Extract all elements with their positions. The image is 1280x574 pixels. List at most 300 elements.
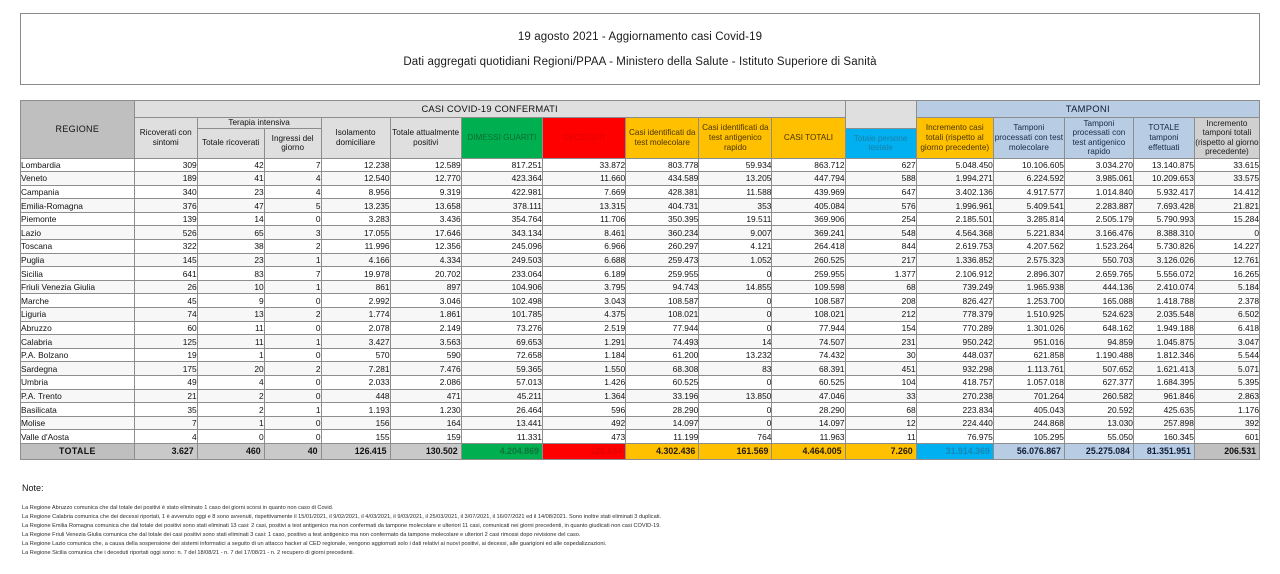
row-cell-13: 3.034.270 [1064,158,1133,172]
totals-ricoverati-sintomi: 3.627 [134,443,197,459]
row-cell-6: 4.375 [542,308,625,322]
row-region-name: Emilia-Romagna [21,199,135,213]
row-cell-3: 155 [321,430,390,444]
row-cell-2: 2 [264,362,321,376]
row-cell-11: 270.238 [916,389,993,403]
table-row [21,430,1260,444]
row-cell-13: 3.985.061 [1064,172,1133,186]
row-cell-9: 447.794 [772,172,845,186]
row-cell-14: 2.035.548 [1133,308,1194,322]
row-cell-0: 145 [134,253,197,267]
row-cell-12: 951.016 [993,335,1064,349]
row-cell-10: 844 [845,240,916,254]
row-cell-10: 212 [845,308,916,322]
row-cell-11: 4.564.368 [916,226,993,240]
header-ingressi-giorno: Ingressi del giorno [264,128,321,158]
row-cell-14: 257.898 [1133,416,1194,430]
row-cell-11: 418.757 [916,376,993,390]
row-cell-8: 59.934 [699,158,772,172]
row-cell-15: 14.412 [1194,185,1259,199]
row-cell-11: 448.037 [916,348,993,362]
row-cell-12: 2.896.307 [993,267,1064,281]
row-cell-7: 28.290 [626,403,699,417]
row-cell-10: 231 [845,335,916,349]
totals-label: TOTALE [21,443,135,459]
header-totale-ricoverati: Totale ricoverati [197,128,264,158]
row-cell-5: 69.653 [461,335,542,349]
row-region-name: Toscana [21,240,135,254]
row-cell-3: 570 [321,348,390,362]
row-cell-8: 0 [699,308,772,322]
row-cell-15: 5.071 [1194,362,1259,376]
row-cell-9: 108.021 [772,308,845,322]
row-cell-11: 2.185.501 [916,212,993,226]
row-cell-2: 3 [264,226,321,240]
totals-attualmente-positivi: 130.502 [390,443,461,459]
row-cell-7: 360.234 [626,226,699,240]
row-cell-12: 1.113.761 [993,362,1064,376]
row-cell-9: 11.963 [772,430,845,444]
table-row [21,335,1260,349]
row-cell-6: 1.426 [542,376,625,390]
row-cell-11: 76.975 [916,430,993,444]
row-cell-13: 524.623 [1064,308,1133,322]
row-cell-10: 154 [845,321,916,335]
row-cell-5: 104.906 [461,280,542,294]
note-line: La Regione Emilia Romagna comunica che dal totale dei positivi sono stati eliminati 13 casi: 2 casi, positivi a test antigenico ma non confermati da tampone molecolare e ulteriori 11 casi, comunicati nei giorni precedenti, in quanto giudicati non casi COVID-19. [22,523,661,530]
row-cell-7: 77.944 [626,321,699,335]
row-cell-6: 6.189 [542,267,625,281]
row-cell-3: 2.033 [321,376,390,390]
row-cell-8: 0 [699,416,772,430]
row-cell-7: 259.955 [626,267,699,281]
row-cell-7: 108.021 [626,308,699,322]
totals-totale-tamponi: 81.351.951 [1133,443,1194,459]
table-row [21,376,1260,390]
row-cell-12: 5.409.541 [993,199,1064,213]
row-cell-3: 3.283 [321,212,390,226]
row-cell-10: 627 [845,158,916,172]
row-cell-8: 19.511 [699,212,772,226]
row-cell-0: 74 [134,308,197,322]
row-cell-0: 21 [134,389,197,403]
row-cell-13: 55.050 [1064,430,1133,444]
row-cell-4: 2.086 [390,376,461,390]
header-casi-test-molecolare: Casi identificati da test molecolare [626,118,699,159]
row-cell-1: 0 [197,430,264,444]
row-cell-1: 41 [197,172,264,186]
row-cell-15: 14.227 [1194,240,1259,254]
row-cell-6: 7.669 [542,185,625,199]
row-cell-1: 2 [197,403,264,417]
row-cell-1: 47 [197,199,264,213]
row-cell-9: 369.906 [772,212,845,226]
totals-isolamento-domiciliare: 126.415 [321,443,390,459]
row-cell-5: 343.134 [461,226,542,240]
row-cell-15: 33.615 [1194,158,1259,172]
row-cell-4: 12.770 [390,172,461,186]
row-cell-7: 14.097 [626,416,699,430]
row-cell-7: 68.308 [626,362,699,376]
row-cell-15: 6.502 [1194,308,1259,322]
row-cell-10: 576 [845,199,916,213]
row-cell-3: 3.427 [321,335,390,349]
row-cell-10: 33 [845,389,916,403]
row-cell-15: 1.176 [1194,403,1259,417]
row-cell-5: 101.785 [461,308,542,322]
note-line: La Regione Abruzzo comunica che dal totale dei positivi è stato eliminato 1 caso dei giorni scorsi in quanto non caso di Covid. [22,505,334,511]
totals-ingressi-giorno: 40 [264,443,321,459]
row-cell-2: 0 [264,376,321,390]
row-cell-14: 160.345 [1133,430,1194,444]
header-incremento-casi-totali: Incremento casi totali (rispetto al giorno precedente) [916,118,993,159]
table-row [21,226,1260,240]
totals-deceduti: 128.634 [542,443,625,459]
row-cell-13: 444.136 [1064,280,1133,294]
row-cell-14: 1.045.875 [1133,335,1194,349]
row-cell-1: 83 [197,267,264,281]
header-group-casi: CASI COVID-19 CONFERMATI [134,101,845,118]
row-cell-11: 223.834 [916,403,993,417]
row-region-name: Sicilia [21,267,135,281]
row-cell-6: 8.461 [542,226,625,240]
row-cell-6: 492 [542,416,625,430]
row-cell-1: 1 [197,416,264,430]
row-cell-14: 1.418.788 [1133,294,1194,308]
report-title-primary: 19 agosto 2021 - Aggiornamento casi Covid-19 [517,30,763,43]
row-cell-14: 961.846 [1133,389,1194,403]
row-cell-13: 2.505.179 [1064,212,1133,226]
table-row [21,158,1260,172]
header-totale-tamponi: TOTALE tamponi effettuati [1133,118,1194,159]
row-cell-2: 0 [264,348,321,362]
table-row [21,267,1260,281]
table-row [21,308,1260,322]
row-cell-6: 6.688 [542,253,625,267]
row-cell-9: 74.432 [772,348,845,362]
row-cell-2: 0 [264,321,321,335]
row-cell-2: 0 [264,430,321,444]
row-cell-13: 3.166.476 [1064,226,1133,240]
note-line: La Regione Calabria comunica che dei decessi riportati, 1 è avvenuto oggi e 8 sono avvenuti, rispettivamente il 15/01/2021, il 9/02/2021, il 4/03/2021, il 9/03/2021, il 25/03/2021, il 3/07/2021, il 16/07/2021 ed il 14/08/2021. Sono inoltre stati eliminati 3 duplicati. [22,514,662,521]
header-tamponi-antigenico: Tamponi processati con test antigenico rapido [1064,118,1133,159]
row-cell-9: 47.046 [772,389,845,403]
row-cell-15: 12.761 [1194,253,1259,267]
row-cell-13: 260.582 [1064,389,1133,403]
row-cell-4: 9.319 [390,185,461,199]
row-cell-12: 1.253.700 [993,294,1064,308]
row-cell-8: 0 [699,376,772,390]
header-row-groups [21,101,1260,118]
row-cell-12: 244.868 [993,416,1064,430]
covid-table-container [20,100,1260,460]
note-line: La Regione Lazio comunica che, a causa della sospensione dei sistemi informatici a seguito di un attacco hacker al CED regionale, vengono aggiornati solo i dati relativi ai nuovi positivi, ai decessi, alle guarigioni ed alle ospedalizzazioni. [22,541,607,548]
row-cell-5: 26.464 [461,403,542,417]
row-cell-5: 249.503 [461,253,542,267]
row-cell-15: 601 [1194,430,1259,444]
row-cell-3: 1.193 [321,403,390,417]
row-cell-12: 1.965.938 [993,280,1064,294]
row-cell-8: 0 [699,321,772,335]
row-cell-14: 13.140.875 [1133,158,1194,172]
row-cell-2: 1 [264,253,321,267]
row-cell-9: 264.418 [772,240,845,254]
row-region-name: Basilicata [21,403,135,417]
row-cell-7: 404.731 [626,199,699,213]
row-cell-0: 322 [134,240,197,254]
row-cell-3: 2.992 [321,294,390,308]
row-cell-8: 13.232 [699,348,772,362]
row-cell-8: 11.588 [699,185,772,199]
row-cell-14: 425.635 [1133,403,1194,417]
row-region-name: Campania [21,185,135,199]
row-cell-0: 60 [134,321,197,335]
row-cell-10: 30 [845,348,916,362]
row-cell-3: 4.166 [321,253,390,267]
row-cell-11: 1.336.852 [916,253,993,267]
row-cell-8: 0 [699,267,772,281]
table-row [21,389,1260,403]
row-cell-0: 7 [134,416,197,430]
row-cell-2: 7 [264,267,321,281]
row-cell-3: 1.774 [321,308,390,322]
row-cell-10: 548 [845,226,916,240]
row-cell-10: 68 [845,280,916,294]
row-cell-5: 13.441 [461,416,542,430]
row-cell-15: 5.544 [1194,348,1259,362]
row-cell-4: 159 [390,430,461,444]
row-cell-13: 550.703 [1064,253,1133,267]
table-row [21,321,1260,335]
row-cell-5: 422.981 [461,185,542,199]
row-cell-0: 49 [134,376,197,390]
row-cell-11: 950.242 [916,335,993,349]
row-cell-3: 17.055 [321,226,390,240]
row-cell-13: 507.652 [1064,362,1133,376]
row-cell-11: 3.402.136 [916,185,993,199]
row-cell-6: 6.966 [542,240,625,254]
row-cell-0: 526 [134,226,197,240]
table-row [21,416,1260,430]
table-row [21,172,1260,186]
row-cell-10: 12 [845,416,916,430]
row-region-name: Lombardia [21,158,135,172]
row-cell-1: 1 [197,348,264,362]
row-region-name: Umbria [21,376,135,390]
totals-casi-totali: 4.464.005 [772,443,845,459]
row-cell-1: 23 [197,253,264,267]
report-title-secondary: Dati aggregati quotidiani Regioni/PPAA - Ministero della Salute - Istituto Superiore di Sanità [403,55,877,68]
row-cell-5: 59.365 [461,362,542,376]
row-region-name: Liguria [21,308,135,322]
row-cell-10: 647 [845,185,916,199]
row-region-name: Molise [21,416,135,430]
row-cell-10: 1.377 [845,267,916,281]
row-cell-6: 473 [542,430,625,444]
header-deceduti: DECEDUTI [542,118,625,159]
header-region: REGIONE [21,101,135,159]
row-cell-6: 3.043 [542,294,625,308]
header-casi-totali: CASI TOTALI [772,118,845,159]
row-cell-2: 1 [264,335,321,349]
row-cell-11: 739.249 [916,280,993,294]
row-cell-7: 803.778 [626,158,699,172]
row-cell-4: 17.646 [390,226,461,240]
row-cell-2: 7 [264,158,321,172]
row-cell-13: 13.030 [1064,416,1133,430]
row-cell-0: 35 [134,403,197,417]
row-cell-7: 350.395 [626,212,699,226]
row-cell-14: 7.693.428 [1133,199,1194,213]
row-cell-6: 1.364 [542,389,625,403]
totals-casi-molecolare: 4.302.436 [626,443,699,459]
row-cell-15: 15.284 [1194,212,1259,226]
totals-totale-ricoverati: 460 [197,443,264,459]
row-cell-6: 3.795 [542,280,625,294]
row-cell-10: 451 [845,362,916,376]
row-cell-14: 10.209.653 [1133,172,1194,186]
row-cell-12: 5.221.834 [993,226,1064,240]
row-cell-10: 588 [845,172,916,186]
table-row [21,185,1260,199]
row-cell-13: 2.283.887 [1064,199,1133,213]
row-cell-2: 0 [264,212,321,226]
row-cell-3: 448 [321,389,390,403]
row-cell-3: 7.281 [321,362,390,376]
row-cell-0: 45 [134,294,197,308]
row-cell-7: 259.473 [626,253,699,267]
row-cell-12: 10.106.605 [993,158,1064,172]
row-cell-14: 5.932.417 [1133,185,1194,199]
row-cell-7: 260.297 [626,240,699,254]
row-cell-1: 42 [197,158,264,172]
row-cell-14: 3.126.026 [1133,253,1194,267]
row-cell-8: 4.121 [699,240,772,254]
row-cell-9: 259.955 [772,267,845,281]
row-cell-0: 19 [134,348,197,362]
row-cell-4: 12.356 [390,240,461,254]
row-cell-4: 3.436 [390,212,461,226]
row-region-name: Piemonte [21,212,135,226]
totals-tamponi-antigenico: 25.275.084 [1064,443,1133,459]
row-cell-11: 826.427 [916,294,993,308]
notes-section [22,483,1272,558]
row-cell-15: 2.378 [1194,294,1259,308]
row-cell-14: 8.388.310 [1133,226,1194,240]
row-cell-2: 2 [264,240,321,254]
notes-title: Note: [22,483,44,493]
row-cell-12: 6.224.592 [993,172,1064,186]
row-cell-13: 94.859 [1064,335,1133,349]
row-cell-0: 125 [134,335,197,349]
row-region-name: Lazio [21,226,135,240]
totals-incremento-casi: 7.260 [845,443,916,459]
row-cell-8: 0 [699,403,772,417]
row-cell-9: 77.944 [772,321,845,335]
header-isolamento-domiciliare: Isolamento domiciliare [321,118,390,159]
row-cell-4: 2.149 [390,321,461,335]
row-cell-13: 1.523.264 [1064,240,1133,254]
row-cell-7: 11.199 [626,430,699,444]
row-cell-5: 57.013 [461,376,542,390]
row-cell-15: 5.184 [1194,280,1259,294]
row-cell-14: 1.812.346 [1133,348,1194,362]
row-cell-12: 1.301.026 [993,321,1064,335]
row-cell-13: 165.088 [1064,294,1133,308]
row-cell-2: 1 [264,403,321,417]
header-casi-test-antigenico: Casi identificati da test antigenico rapido [699,118,772,159]
row-cell-11: 2.619.753 [916,240,993,254]
header-totale-persone-testate: Totale persone testate [845,128,916,158]
row-cell-0: 340 [134,185,197,199]
header-tamponi-molecolare: Tamponi processati con test molecolare [993,118,1064,159]
totals-casi-antigenico: 161.569 [699,443,772,459]
row-cell-0: 175 [134,362,197,376]
row-cell-4: 7.476 [390,362,461,376]
row-cell-13: 20.592 [1064,403,1133,417]
table-row [21,348,1260,362]
header-row-subgroups [21,118,1260,129]
row-cell-10: 11 [845,430,916,444]
header-spacer-testate [845,101,916,129]
row-region-name: P.A. Bolzano [21,348,135,362]
row-cell-5: 102.498 [461,294,542,308]
row-cell-7: 61.200 [626,348,699,362]
row-cell-9: 108.587 [772,294,845,308]
row-cell-4: 164 [390,416,461,430]
row-cell-7: 33.196 [626,389,699,403]
row-cell-6: 1.184 [542,348,625,362]
row-cell-14: 1.949.188 [1133,321,1194,335]
row-cell-5: 233.064 [461,267,542,281]
row-cell-12: 621.858 [993,348,1064,362]
row-cell-1: 20 [197,362,264,376]
header-group-tamponi: TAMPONI [916,101,1259,118]
row-cell-2: 0 [264,294,321,308]
row-cell-3: 156 [321,416,390,430]
row-cell-13: 1.190.488 [1064,348,1133,362]
row-cell-2: 2 [264,308,321,322]
row-cell-9: 60.525 [772,376,845,390]
table-row [21,362,1260,376]
row-cell-3: 11.996 [321,240,390,254]
row-cell-15: 2.863 [1194,389,1259,403]
row-cell-12: 4.917.577 [993,185,1064,199]
row-cell-0: 26 [134,280,197,294]
row-region-name: Abruzzo [21,321,135,335]
row-cell-8: 764 [699,430,772,444]
row-region-name: Marche [21,294,135,308]
row-cell-2: 1 [264,280,321,294]
row-cell-4: 13.658 [390,199,461,213]
row-cell-3: 12.238 [321,158,390,172]
row-cell-2: 4 [264,172,321,186]
row-cell-7: 94.743 [626,280,699,294]
row-cell-5: 378.111 [461,199,542,213]
row-cell-3: 861 [321,280,390,294]
table-row [21,199,1260,213]
row-cell-12: 1.510.925 [993,308,1064,322]
row-cell-12: 1.057.018 [993,376,1064,390]
row-cell-1: 65 [197,226,264,240]
row-cell-9: 863.712 [772,158,845,172]
row-cell-12: 3.285.814 [993,212,1064,226]
row-cell-4: 3.563 [390,335,461,349]
row-cell-12: 2.575.323 [993,253,1064,267]
row-cell-12: 4.207.562 [993,240,1064,254]
totals-persone-testate: 31.914.369 [916,443,993,459]
totals-dimessi-guariti: 4.204.869 [461,443,542,459]
